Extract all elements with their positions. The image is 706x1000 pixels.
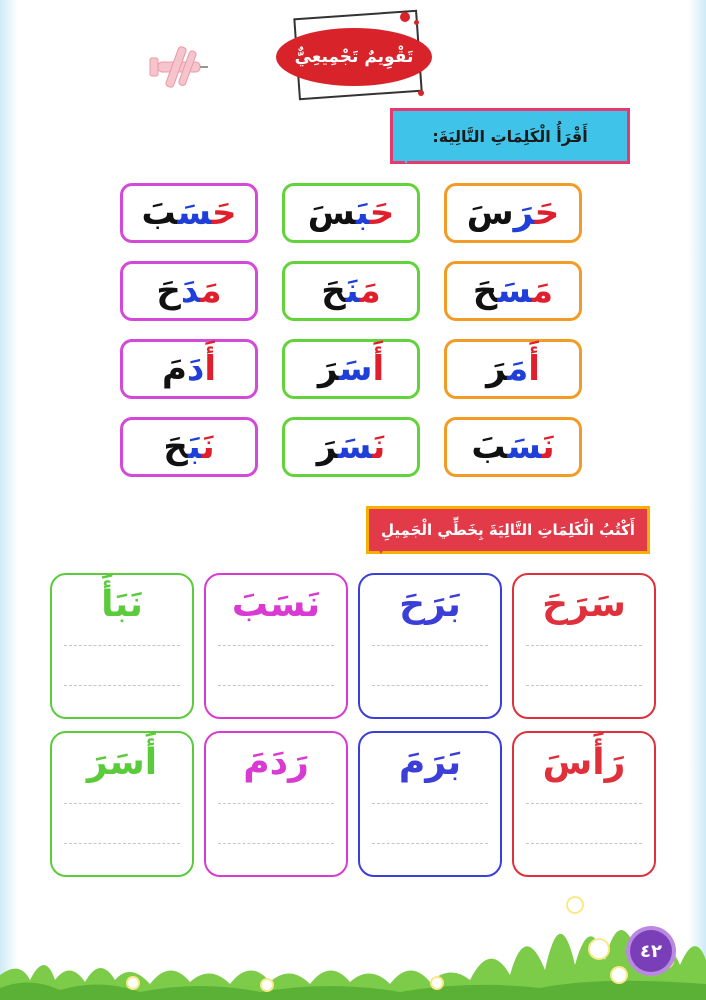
writing-line[interactable] [64,685,180,686]
flower-icon [128,978,138,988]
page-title: تَقْوِيمٌ تَجْمِيعِيٌّ [276,28,432,86]
paint-dot [400,12,410,22]
writing-line[interactable] [372,803,488,804]
read-word-card [120,261,258,321]
writing-line[interactable] [218,645,334,646]
writing-line[interactable] [372,645,488,646]
writing-line[interactable] [526,645,642,646]
banner-tail [398,150,414,164]
letter-blue: بَ [355,193,370,233]
letter-red: أَ [372,349,385,389]
writing-line[interactable] [64,843,180,844]
airplane-icon [148,42,210,94]
letter-black: سَ [466,193,514,233]
write-model-word: رَأَسَ [542,742,626,783]
read-word [141,193,236,233]
writing-line[interactable] [218,843,334,844]
write-model-word: نَبَأَ [101,584,143,625]
read-word-card [282,417,420,477]
read-word [486,349,540,389]
read-word-card [444,261,582,321]
read-word [317,427,386,467]
write-word-card [50,731,194,877]
letter-red: مَ [200,271,222,311]
read-word [318,349,384,389]
write-word-card [204,573,348,719]
letter-black: حَ [163,427,188,467]
read-word [473,271,553,311]
read-instruction-banner [390,108,630,164]
read-word-card [282,261,420,321]
flower-icon [590,940,608,958]
letter-red: نَ [541,427,555,467]
letter-black: بَ [471,427,508,467]
read-word [308,193,394,233]
flower-icon [612,968,626,982]
letter-black: سَ [307,193,356,233]
read-word [471,427,554,467]
letter-blue: سَ [339,349,373,389]
write-model-word: بَرَحَ [399,584,461,625]
write-instruction-banner [366,506,650,554]
letter-blue: سَ [177,193,213,233]
read-word [156,271,221,311]
write-word-card [512,731,656,877]
letter-red: أَ [204,349,217,389]
writing-line[interactable] [526,843,642,844]
flower-icon [262,980,272,990]
read-instruction-text: أَقْرَأُ الْكَلِمَاتِ التَّالِيَةَ: [432,126,588,146]
write-word-card [358,573,502,719]
writing-line[interactable] [64,645,180,646]
writing-line[interactable] [218,803,334,804]
letter-blue: بَ [187,427,202,467]
write-model-word: بَرَمَ [398,742,462,783]
title-badge-wrap [268,10,438,100]
flower-icon [568,898,582,912]
write-model-word: أَسَرَ [86,742,158,783]
page-number: ٤٢ [630,930,672,972]
read-word-card [120,339,258,399]
letter-red: مَ [359,271,381,311]
letter-blue: سَ [497,271,533,311]
paint-dot [414,20,419,25]
letter-black: حَ [156,271,181,311]
letter-blue: سَ [507,427,542,467]
letter-black: بَ [141,193,178,233]
write-model-word: نَسَبَ [231,584,321,625]
letter-black: رَ [317,349,340,389]
writing-line[interactable] [372,685,488,686]
read-word [467,193,560,233]
writing-line[interactable] [526,685,642,686]
banner-tail [374,542,388,554]
read-word-card [282,339,420,399]
read-word-card [444,183,582,243]
letter-blue: رَ [513,193,535,233]
writing-line[interactable] [64,803,180,804]
write-word-card [204,731,348,877]
read-word-card [444,417,582,477]
letter-black: رَ [486,349,508,389]
flower-icon [432,978,442,988]
read-word [162,349,216,389]
writing-line[interactable] [526,803,642,804]
read-word [163,427,214,467]
write-word-card [358,731,502,877]
letter-red: حَ [369,193,395,233]
letter-red: نَ [372,427,386,467]
letter-blue: دَ [180,271,201,311]
letter-red: مَ [532,271,554,311]
letter-red: حَ [534,193,560,233]
letter-blue: دَ [186,349,205,389]
letter-red: نَ [201,427,215,467]
letter-blue: نَ [345,271,360,311]
writing-line[interactable] [372,843,488,844]
paint-dot [418,90,424,96]
letter-black: رَ [316,427,338,467]
letter-blue: سَ [337,427,373,467]
letter-black: حَ [321,271,346,311]
write-instruction-text: أَكْتُبُ الْكَلِمَاتِ التَّالِيَةَ بِخَطِّي الْجَمِيلِ [381,521,635,539]
page-edge-right [688,0,706,1000]
read-word-card [120,417,258,477]
letter-red: حَ [212,193,237,233]
write-model-word: رَدَمَ [243,742,309,783]
write-model-word: سَرَحَ [542,584,626,625]
letter-black: مَ [161,349,187,389]
page-edge-left [0,0,18,1000]
read-word [321,271,380,311]
read-word-card [444,339,582,399]
read-word-card [120,183,258,243]
read-word-card [282,183,420,243]
write-word-card [50,573,194,719]
letter-blue: مَ [507,349,529,389]
letter-black: حَ [472,271,498,311]
writing-line[interactable] [218,685,334,686]
letter-red: أَ [528,349,540,389]
write-word-card [512,573,656,719]
